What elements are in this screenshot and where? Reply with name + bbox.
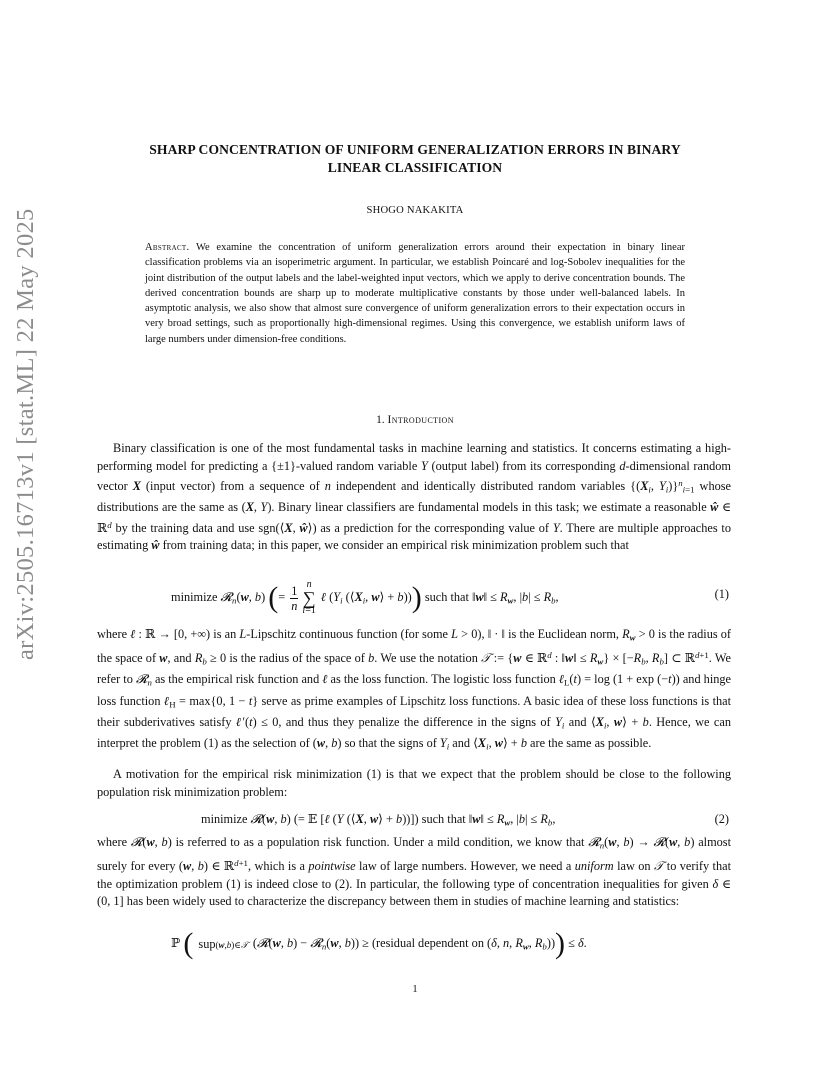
title-line-1: SHARP CONCENTRATION OF UNIFORM GENERALIZATION ERRORS IN BINARY [149,142,681,157]
equation-1: minimize 𝓡$_n$(w, b) (= $\frac{1}{n}$ n ∑ i=1 ℓ ($Y_i$ ($⟨X_i$, w⟩ + b))) such that ‖w‖ ≤ $R_w$, $|b| \le R_b$, (1) [171,579,729,616]
equation-2-number: (2) [714,812,729,826]
abstract [145,240,685,347]
intro-paragraph-4: where 𝓡(w, b) is referred to as a population risk function. Under a mild condition, we know that 𝓡$_n$(w, b) → 𝓡(w, b) almost surely for every (w, b) ∈ ℝ$^{d+1}$, which is a pointwise law of large numbers. However, we need a uniform law on 𝒯 to verify that the optimization problem (1) is indeed close to (2). In particular, the following type of concentration inequalities for given δ ∈ (0, 1] has been widely used to characterize the discrepancy between them in studies of machine learning and statistics: [97,835,732,909]
section-heading [100,414,730,426]
author-name: SHOGO NAKAKITA [366,205,464,216]
abstract-text: We examine the concentration of uniform generalization errors around their expectation in binary linear classification problems via an isoperimetric argument. In particular, we establish Poincaré and log-Sobolev inequalities for the joint distribution of the output labels and the label-weighted input vectors, which we apply to derive concentration bounds. The derived concentration bounds are sharp up to moderate multiplicative constants by those under well-balanced labels. In asymptotic analysis, we also show that almost sure convergence of uniform generalization errors to their expectation occurs in very broad settings, such as proportionally high-dimensional regimes. Using this convergence, we establish uniform laws of large numbers under dimension-free conditions. [145,242,685,345]
page-number: 1 [412,984,418,995]
intro-paragraph-1: Binary classification is one of the most fundamental tasks in machine learning and statistics. It concerns estimating a high-performing model for predicting a {±1}-valued random variable Y (output label) from its corresponding d-dimensional random vector X (input vector) from a sequence of n independent and identically distributed random variables {($X_i$, $Y_i)\}^n_{i=1}$ whose distributions are the same as (X, Y). Binary linear classifiers are fundamental models in this task; we estimate a reasonable ŵ ∈ ℝ$^d$ by the training data and use sgn(⟨X, ŵ⟩) as a prediction for the corresponding value of Y. There are multiple approaches to estimating ŵ from training data; in this paper, we consider an empirical risk minimization problem such that [97,441,732,553]
section-title: Introduction [387,414,454,426]
abstract-lead: Abstract. [145,242,190,253]
section-number: 1. [376,414,385,426]
equation-2: minimize 𝓡(w, b) (= 𝔼 [ℓ (Y (⟨X, w⟩ + b))]) such that ‖w‖ ≤ $R_w$, $|b| \le R_b$, (2) [201,812,729,828]
title-line-2: LINEAR CLASSIFICATION [327,160,503,175]
paper-title [100,141,730,177]
arxiv-stamp[interactable]: arXiv:2505.16713v1 [stat.ML] 22 May 2025 [12,208,39,660]
equation-1-number: (1) [714,587,729,601]
equation-3: ℙ ( sup(w,b)∈𝒯 (𝓡(w, b) − 𝓡$_n$(w, b)) ≥ (residual dependent on (δ, n, $R_w$, $R_b))) \le \delta$. [171,927,587,961]
intro-paragraph-3: A motivation for the empirical risk minimization (1) is that we expect that the problem should be close to the following population risk minimization problem: [97,767,731,799]
intro-paragraph-2: where ℓ : ℝ → [0, +∞) is an L-Lipschitz continuous function (for some L > 0), ‖ · ‖ is the Euclidean norm, $R_w > 0$ is the radius of the space of w, and $R_b \ge 0$ is the radius of the space of b. We use the notation 𝒯 := {w ∈ ℝ$^d$ : ‖w‖ ≤ $R_w\} \times [-R_b$, $R_b$] ⊂ ℝ$^{d+1}$. We refer to 𝓡$_n$ as the empirical risk function and ℓ as the loss function. The logistic loss function ℓ$_L$(t) = log (1 + exp (−t)) and hinge loss function ℓ$_H$ = max{0, 1 − t} serve as prime examples of Lipschitz loss functions. A basic idea of these loss functions is that their subderivatives satisfy ℓ′(t) ≤ 0, and thus they penalize the difference in the signs of $Y_i$ and $⟨X_i$, w⟩ + b. Hence, we can interpret the problem (1) as the selection of (w, b) so that the signs of $Y_i$ and $⟨X_i$, w⟩ + b are the same as possible. [97,627,732,752]
